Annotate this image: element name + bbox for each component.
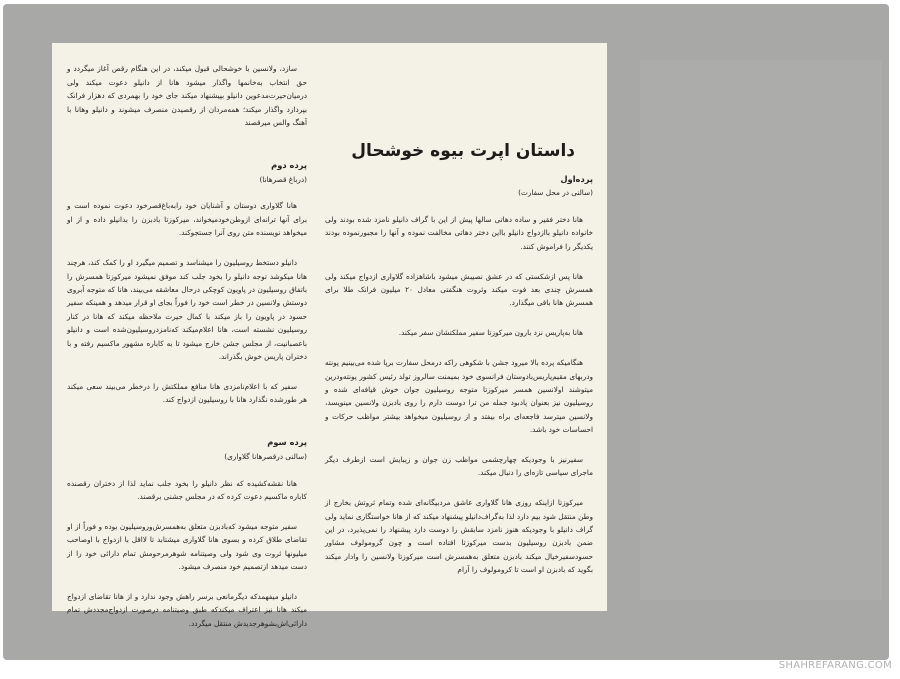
- site-watermark: SHAHREFARANG.COM: [778, 660, 892, 671]
- paragraph: هانا گلاواری دوستان و آشنایان خود رابه‌باغ‌قصرخود دعوت نموده است و برای آنها ترانه‌ای ازوطن‌خودمیخواند، میرکوزتا بادبزن را بدانیلو داده و از او میخواهد نویسنده متن روی آنرا جستجوکند.: [67, 201, 307, 238]
- paragraph: دانیلو میفهمدکه دیگرمانعی برسر راهش وجود ندارد و از هانا تقاضای ازدواج میکند هانا نیز اعتراف میکندکه طبق وصیتنامه درصورت ازدواج‌مجددش تمام دارائی‌اش‌بشوهرجدیدش منتقل میگردد.: [67, 591, 307, 628]
- paragraph: سفیر که با اعلام‌نامزدی هانا منافع مملکتش را درخطر می‌بیند سعی میکند هر طورشده نگذارد هانا با روسیلیون ازدواج کند.: [67, 381, 307, 405]
- paragraph: هانا نقشه‌کشیده که نظر دانیلو را بخود جلب نماید لذا از دختران رقصنده کاباره ماکسیم دعوت کرده که در مجلس جشنی برقصند.: [67, 478, 307, 501]
- paragraph: هانا دختر فقیر و ساده دهاتی سالها پیش از این با گراف دانیلو نامزد شده بودند ولی خانواده دانیلو باازدواج دانیلو بااین دختر دهاتی مخالفت نموده و آنها را مجبورنموده بودند یکدیگر را فراموش کنند.: [325, 215, 593, 251]
- column-left: [67, 49, 307, 646]
- act1-heading: پرده‌اول: [560, 173, 593, 184]
- paragraph: هانا به‌پاریس نزد بارون میرکوزتا سفیر مملکتشان سفر میکند.: [398, 328, 583, 338]
- act2-heading: پرده دوم: [271, 160, 307, 171]
- paragraph: سفیر متوجه میشود که‌بادبزن متعلق به‌همسرش‌وروسیلیون بوده و فوراً از او تقاضای طلاق کرده و بسوی هانا گلاواری میشتابد تا لااقل با ازدواج با اوصاحب میلیونها ثروت وی شود ولی وصیتنامه شوهرمرحومش تمام دارائی خود را از دست میدهد ازتصمیم خود منصرف میشود.: [67, 521, 307, 572]
- paragraph: سازد، ولانسین با خوشحالی قبول میکند، در این هنگام رقص آغاز میگردد و حق انتخاب به‌خانمها واگذار میشود هانا از دانیلو دعوت میکند ولی درمیان‌حیرت‌مدعوین دانیلو بپیشنهاد میکند جای خود را بهمردی که دهزار فرانک بپردازد واگذار میکند؛ همه‌مردان از رقصیدن منصرف میشوند و دانیلو وهانا با آهنگ والس میرقصند: [67, 64, 307, 128]
- program-page: [52, 43, 607, 628]
- act3-heading-line: [67, 423, 307, 463]
- act2-subheading: (درباغ قصرهانا): [259, 174, 307, 184]
- act1-heading-line: [325, 159, 593, 199]
- act3-subheading: (سالنی درقصرهانا گلاواری): [224, 451, 307, 461]
- adjacent-page-shadow: [640, 60, 882, 600]
- page-title: داستان اپرت بیوه خوشحال: [351, 141, 575, 161]
- act3-heading: پرده سوم: [267, 437, 307, 448]
- act2-heading-line: [67, 146, 307, 186]
- paragraph: میرکوزتا ازاینکه روزی هانا گلاواری عاشق مردبیگانه‌ای شده وتمام ثروتش بخارج از وطن منتقل شود بیم دارد لذا به‌گراف‌دانیلو پیشنهاد میکند که از هانا خواستگاری نماید ولی گراف دانیلو با وجودیکه هنوز نامزد سابقش را دوست دارد پیشنهاد را نمی‌پذیرد، در این ضمن بادبزن روسیلیون بدست میرکوزتا افتاده است و چون گرومولوف مشاور‌ حسودسفیرخیال میکند بادبزن متعلق به‌همسرش است میرکوزتا ولانسین را وادار میکند بگوید که بادبزن او است تا کرومولوف را آرام: [325, 498, 593, 575]
- act1-subheading: (سالنی در محل سفارت): [518, 188, 593, 198]
- paragraph: هانا پس ازشکستی که در عشق نصیبش میشود باشاهزاده گلاواری ازدواج میکند ولی همسرش چندی بعد فوت میکند وثروت هنگفتی معادل ۲۰ میلیون فرانک طلا برای همسرش هانا باقی میگذارد.: [325, 271, 593, 308]
- column-right: [325, 146, 593, 593]
- paragraph: سفیرنیز با وجودیکه چهارچشمی مواظب زن جوان و زیبایش است ازطرف دیگر ماجرای سیاسی تازه‌ای را دنبال میکند.: [325, 454, 593, 478]
- paragraph: هنگامیکه پرده بالا میرود جشن با شکوهی راکه درمحل سفارت برپا شده می‌بینیم پونته ودربهای مقیم‌پاریس‌بادوستان فرانسوی خود بمیمنت سالروز تولد رئیس کشور پونته‌ودرین میتوشند ‌اولانسین‌ همسر میرکوزتا متوجه روسیلیون جوان خوش قیافه‌ای شده و روسیلیون نیز بعنوان پادبود جمله من ترا دوست دارم را روی بادبزن ولانسین مینویسد، ولانسین میترسد فاجعه‌ای براه بیفتد و از روسیلیون میخواهد بیشتر مواظب حرکات و احساسات خود باشد.: [325, 358, 593, 435]
- paragraph: دانیلو دستخط روسیلیون را میشناسد و تصمیم میگیرد او را کمک کند، هرچند هانا میکوشد توجه دانیلو را بخود جلب کند موفق نمیشود میرکوزتا همسرش را باتفاق روسیلیون در پاویون کوچکی درحال معاشقه می‌بیند، هانا که متوجه آبروی دوستش ولانسین در خطر است خود را فوراً بجای او قرار میدهد و همینکه سفیر حسود در پاویون را باز میکند با کمال حیرت ملاحظه میکند که هانا در کنار روسیلیون نشسته است، هانا اعلام‌میکند که‌نامزدروسیلیون‌شده است و دانیلو باعصبانیت، از مجلس جشن خارج میشود تا به کاباره مشهور ماکسیم رفته و با دختران پاریس خوش بگذراند.: [67, 258, 307, 361]
